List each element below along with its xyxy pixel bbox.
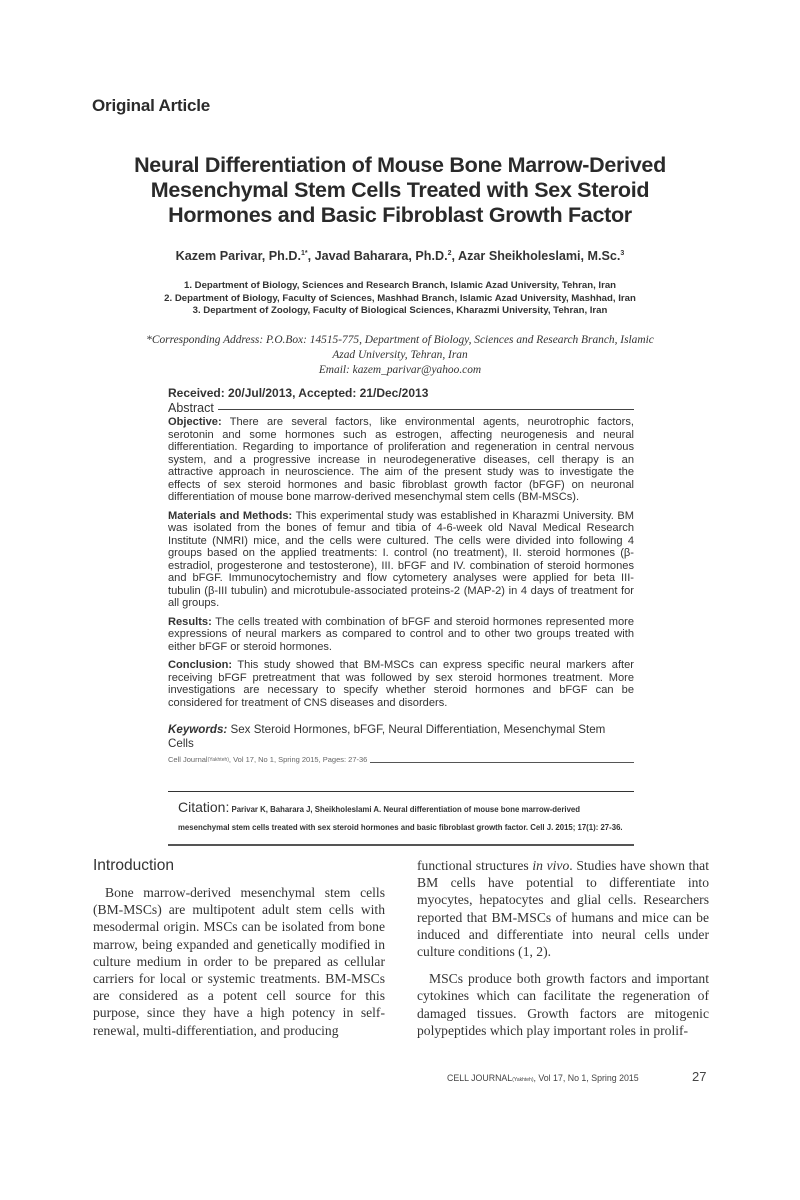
- corresponding-line: Azad University, Tehran, Iran: [332, 349, 468, 361]
- abstract-methods: [168, 510, 634, 610]
- author-affiliation-marker: 3: [620, 249, 625, 257]
- author-name: Azar Sheikholeslami, M.Sc.: [458, 249, 621, 263]
- citation-label: Citation:: [178, 799, 230, 815]
- section-text: The cells treated with combination of bFGF and steroid hormones represented more expressions of neural markers as compared to control and to other two groups treated with either bFGF or steroid hormones.: [168, 615, 634, 653]
- introduction-heading: Introduction: [93, 857, 174, 874]
- keywords-text: Sex Steroid Hormones, bFGF, Neural Differentiation, Mesenchymal Stem Cells: [168, 723, 606, 750]
- author-name: Kazem Parivar, Ph.D.: [175, 249, 301, 263]
- received-accepted-dates: Received: 20/Jul/2013, Accepted: 21/Dec/2013: [168, 386, 429, 400]
- corresponding-line: *Corresponding Address: P.O.Box: 14515-775, Department of Biology, Sciences and Research Branch, Islamic: [146, 334, 654, 346]
- journal-name: Cell Journal: [168, 755, 208, 764]
- title-line: Hormones and Basic Fibroblast Growth Factor: [168, 203, 632, 227]
- section-text: This experimental study was established in Kharazmi University. BM was isolated from the bones of femur and tibia of 4-6-week old Naval Medical Research Institute (NMRI) mice, and the cells were cultured. The cells were divided into following 4 groups based on the applied treatments: I. control (no treatment), II. steroid hormones (β-estradiol, progesterone and testosterone), III. bFGF and IV. combination of steroid hormones and bFGF. Immunocytochemistry and flow cytometery analyses were applied for beta III-tubulin (β-III tubulin) and microtubule-associated proteins-2 (MAP-2) in 4 days of treatment for all groups.: [168, 509, 634, 609]
- article-title: [80, 153, 720, 228]
- footer-journal: CELL JOURNAL: [447, 1073, 513, 1083]
- section-label: Materials and Methods:: [168, 509, 293, 522]
- footer-journal-subtitle: (Yakhteh): [512, 1077, 534, 1083]
- affiliation: 1. Department of Biology, Sciences and Research Branch, Islamic Azad University, Tehran, Iran: [183, 280, 617, 291]
- author-affiliation-marker: 2: [447, 249, 452, 257]
- section-text: This study showed that BM-MSCs can express specific neural markers after receiving bFGF pretreatment that was followed by sex steroid hormones treatment. More investigations are necessary to specify whether steroid hormones and bFGF can be considered for treatment of CNS diseases and disorders.: [168, 659, 634, 709]
- section-label: Conclusion:: [168, 659, 233, 671]
- author-affiliation-marker: 1*: [300, 249, 308, 257]
- title-line: Mesenchymal Stem Cells Treated with Sex Steroid: [150, 178, 650, 202]
- abstract-results: [168, 616, 634, 654]
- journal-subtitle: (Yakhteh): [207, 756, 229, 763]
- article-type-label: Original Article: [92, 96, 211, 115]
- italic-term: in vivo: [532, 858, 570, 873]
- citation-box: [168, 791, 634, 846]
- abstract-divider: [218, 409, 634, 411]
- affiliation: 2. Department of Biology, Faculty of Sciences, Mashhad Branch, Islamic Azad University, Mashhad, Iran: [164, 292, 636, 304]
- footer-issue: , Vol 17, No 1, Spring 2015: [533, 1073, 639, 1083]
- corresponding-email[interactable]: Email: kazem_parivar@yahoo.com: [318, 364, 482, 376]
- title-line: Neural Differentiation of Mouse Bone Marrow-Derived: [134, 153, 666, 177]
- section-label: Objective:: [168, 416, 222, 428]
- intro-paragraph: [417, 857, 709, 960]
- citation-text: Parivar K, Baharara J, Sheikholeslami A. Neural differentiation of mouse bone marrow-derived mesenchymal stem cells treated with sex steroid hormones and basic fibroblast growth factor. Cell J. 2015; 17(1): 27-36.: [178, 805, 623, 832]
- intro-paragraph: Bone marrow-derived mesenchymal stem cells (BM-MSCs) are multipotent adult stem cells with mesodermal origin. MSCs can be isolated from bone marrow, being expanded and genetically modified in culture medium in order to be prepared as cellular carriers for local or systemic treatments. BM-MSCs are considered as a potent cell source for this purpose, since they have a high potency in self-renewal, multi-differentiation, and producing: [93, 885, 385, 1038]
- page-footer: [447, 1073, 639, 1083]
- abstract-heading-label: Abstract: [168, 401, 214, 415]
- abstract-objective: [168, 416, 634, 504]
- abstract-conclusion: [168, 659, 634, 709]
- author-name: Javad Baharara, Ph.D.: [314, 249, 448, 263]
- keywords: [168, 723, 634, 751]
- journal-divider: [370, 762, 634, 763]
- abstract-block: [168, 386, 634, 764]
- journal-reference: [168, 755, 634, 764]
- corresponding-address: [100, 333, 700, 378]
- section-label: Results:: [168, 615, 212, 628]
- abstract-heading: [168, 401, 634, 415]
- left-column: [93, 884, 385, 1039]
- journal-issue: , Vol 17, No 1, Spring 2015, Pages: 27-36: [228, 755, 368, 764]
- keywords-label: Keywords:: [168, 723, 228, 736]
- intro-paragraph: MSCs produce both growth factors and important cytokines which can facilitate the regeneration of damaged tissues. Growth factors are mitogenic polypeptides which play important roles in prolif-: [417, 971, 709, 1038]
- author-list: Kazem Parivar, Ph.D.$^{1*}$, Javad Baharara, Ph.D.$^2$, Azar Sheikholeslami, M.Sc.$^3$: [175, 249, 625, 263]
- affiliation: 3. Department of Zoology, Faculty of Biological Sciences, Kharazmi University, Tehran, Iran: [192, 305, 608, 317]
- text-run: functional structures: [417, 858, 533, 873]
- text-run: . Studies have shown that BM cells have potential to differentiate into myocytes, hepatocytes and glial cells. Researchers reported that BM-MSCs of humans and mice can be induced and differentiate into neural cells under culture conditions (1, 2).: [417, 858, 709, 960]
- right-column: [417, 857, 709, 1039]
- section-text: There are several factors, like environmental agents, neurotrophic factors, serotonin and some hormones such as estrogen, affecting neurogenesis and neural differentiation. Regarding to importance of proliferation and regeneration in central nervous system, and a progressive increase in neurodegenerative diseases, cell therapy is an attractive approach in neuroscience. The aim of the present study was to investigate the effects of sex steroid hormones and basic fibroblast growth factor (bFGF) on neuronal differentiation of mouse bone marrow-derived mesenchymal stem cells (BM-MSCs).: [168, 416, 634, 503]
- page-number: 27: [692, 1069, 707, 1084]
- affiliations: [80, 280, 720, 318]
